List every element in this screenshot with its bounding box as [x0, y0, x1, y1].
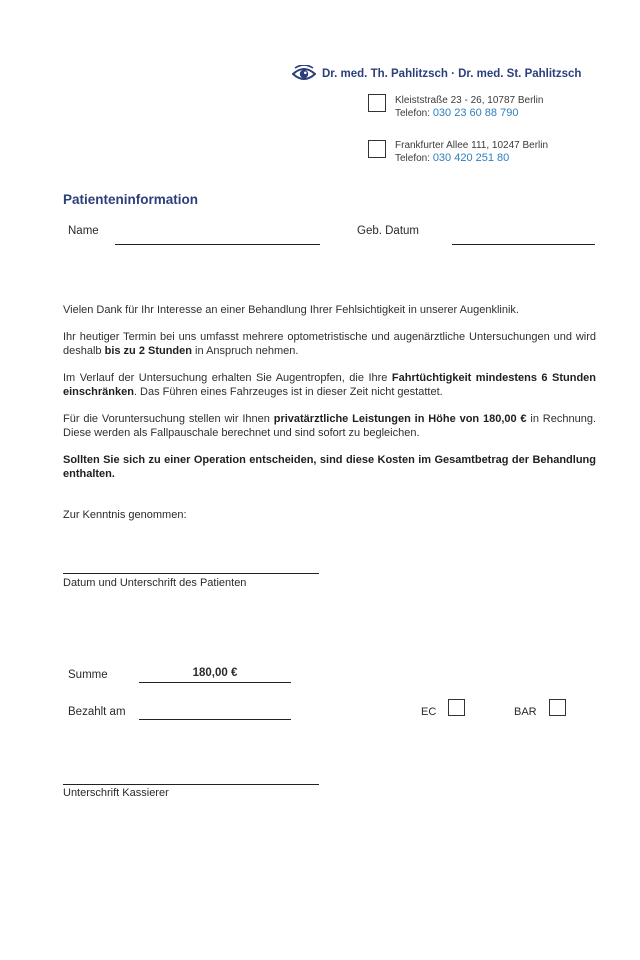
form-title: Patienteninformation: [63, 192, 199, 207]
paid-date-field[interactable]: [139, 719, 291, 720]
sum-label: Summe: [68, 669, 108, 681]
location-1-info: [395, 95, 543, 120]
location-2-phone: 030 420 251 80: [432, 152, 510, 164]
paragraph-eyedrops-end: . Das Führen eines Fahrzeuges ist in dieser Zeit nicht gestattet.: [133, 385, 443, 398]
paid-date-label: Bezahlt am: [68, 706, 126, 718]
paragraph-eyedrops-bold: Fahrtüchtigkeit mindestens 6 Stunden einschränken: [63, 372, 596, 398]
location-1-checkbox[interactable]: [368, 94, 386, 112]
eye-icon: [292, 65, 316, 83]
ec-label: EC: [421, 706, 437, 718]
bar-label: BAR: [514, 706, 537, 718]
name-label: Name: [68, 225, 99, 237]
name-field[interactable]: [115, 244, 320, 245]
dob-label: Geb. Datum: [357, 225, 419, 237]
ack-label: Zur Kenntnis genommen:: [63, 509, 187, 521]
practice-name: Dr. med. Th. Pahlitzsch · Dr. med. St. Pahlitzsch: [322, 68, 582, 80]
paragraph-appointment: [63, 331, 596, 358]
paragraph-fees-end: in Rechnung. Diese werden als Fallpauschale berechnet und sind sofort zu begleichen.: [63, 413, 596, 439]
bar-checkbox[interactable]: [549, 699, 566, 716]
location-1-phone-label: Telefon:: [395, 108, 431, 119]
sum-field-line: [139, 682, 291, 683]
location-1-phone-line: [395, 107, 543, 120]
location-1-address: Kleiststraße 23 - 26, 10787 Berlin: [395, 95, 544, 106]
paragraph-fees: [63, 413, 596, 440]
paragraph-eyedrops-text: Im Verlauf der Untersuchung erhalten Sie Augentropfen, die Ihre: [63, 372, 392, 384]
paragraph-eyedrops: [63, 372, 596, 399]
dob-field[interactable]: [452, 244, 595, 245]
location-2-address: Frankfurter Allee 111, 10247 Berlin: [395, 140, 549, 151]
location-2-phone-line: [395, 152, 548, 165]
practice-header: [292, 64, 602, 84]
paragraph-operation-bold: Sollten Sie sich zu einer Operation entscheiden, sind diese Kosten im Gesamtbetrag der Behandlung enthalten.: [63, 454, 596, 480]
paragraph-thanks: Vielen Dank für Ihr Interesse an einer Behandlung Ihrer Fehlsichtigkeit in unserer Augenklinik.: [63, 304, 519, 316]
patient-signature-label: Datum und Unterschrift des Patienten: [63, 577, 247, 589]
sum-value: 180,00 €: [192, 667, 238, 679]
location-2-checkbox[interactable]: [368, 140, 386, 158]
paragraph-appointment-bold: bis zu 2 Stunden: [104, 344, 192, 357]
location-1-phone: 030 23 60 88 790: [432, 107, 519, 119]
paragraph-appointment-text: Ihr heutiger Termin bei uns umfasst mehrere optometristische und augenärztliche Untersuchungen und wird deshalb: [63, 331, 596, 357]
patient-signature-field[interactable]: [63, 573, 319, 574]
ec-checkbox[interactable]: [448, 699, 465, 716]
paragraph-fees-bold: privatärztliche Leistungen in Höhe von 180,00 €: [273, 413, 527, 425]
paragraph-operation: [63, 454, 596, 481]
cashier-signature-label: Unterschrift Kassierer: [63, 787, 169, 799]
location-2-phone-label: Telefon:: [395, 153, 431, 164]
paragraph-appointment-end: in Anspruch nehmen.: [192, 344, 299, 357]
paragraph-fees-text: Für die Voruntersuchung stellen wir Ihnen: [63, 413, 274, 425]
cashier-signature-field[interactable]: [63, 784, 319, 785]
location-2-info: [395, 140, 548, 165]
